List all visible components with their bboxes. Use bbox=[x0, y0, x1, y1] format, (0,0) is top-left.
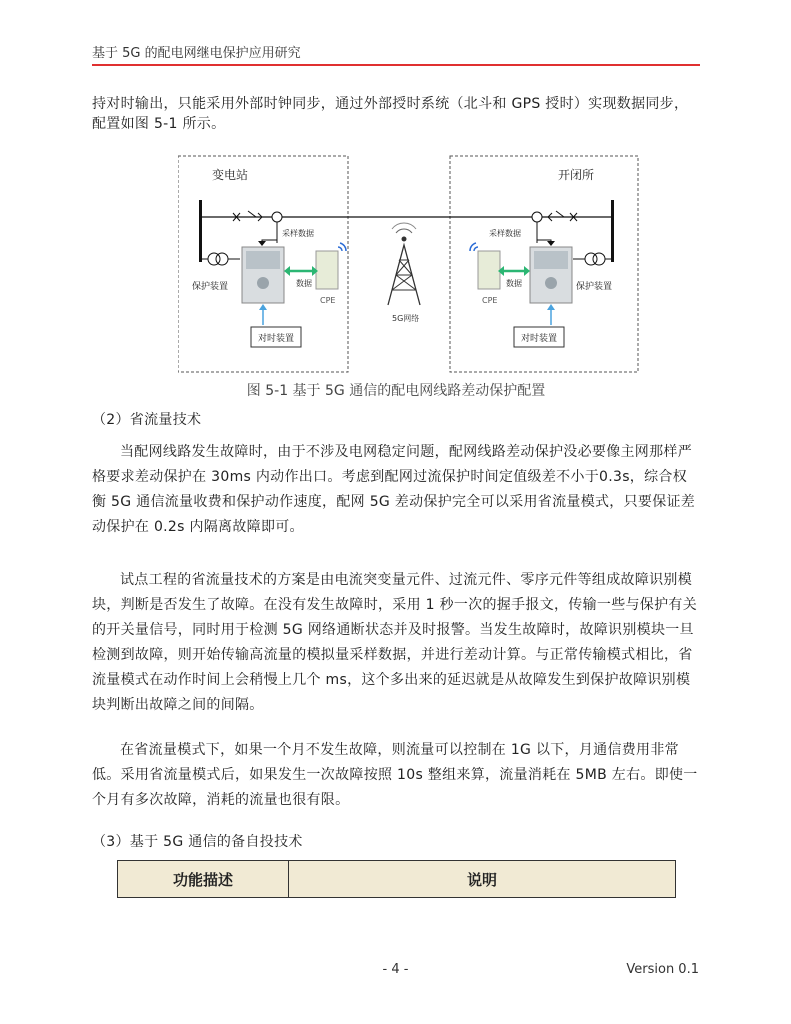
label-cpe-right: CPE bbox=[482, 296, 498, 305]
label-switching-station: 开闭所 bbox=[558, 168, 595, 182]
label-protection-left: 保护装置 bbox=[192, 282, 229, 292]
right-data-arrow-icon bbox=[498, 266, 530, 276]
page-number: - 4 - bbox=[382, 962, 409, 977]
label-data-right: 数据 bbox=[506, 279, 522, 288]
heading-backup-auto-switch: （3）基于 5G 通信的备自投技术 bbox=[92, 834, 303, 850]
paragraph-intro: 持对时输出，只能采用外部时钟同步，通过外部授时系统（北斗和 GPS 授时）实现数据同步，配置如图 5-1 所示。 bbox=[92, 96, 689, 132]
left-busbar bbox=[199, 200, 202, 262]
paragraph-traffic-saving-1: 当配网线路发生故障时，由于不涉及电网稳定问题，配网线路差动保护没必要像主网那样严格要求差动保护在 30ms 内动作出口。考虑到配网过流保护时间定值级差不小于0.3s，综合权衡 5G 通信流量收费和保护动作速度，配网 5G 差动保护完全可以采用省流量模式，只要保证差动保护在 0.2s 内隔离故障即可。 bbox=[92, 444, 696, 535]
right-timing-arrow-icon bbox=[547, 304, 555, 325]
heading-traffic-saving: （2）省流量技术 bbox=[92, 412, 202, 428]
left-protection-device-icon bbox=[242, 247, 284, 303]
label-5g-network: 5G网络 bbox=[392, 314, 420, 323]
label-timing-right: 对时装置 bbox=[521, 334, 558, 344]
figure-caption: 图 5-1 基于 5G 通信的配电网线路差动保护配置 bbox=[246, 383, 546, 399]
table-header-description: 说明 bbox=[466, 870, 497, 889]
label-timing-left: 对时装置 bbox=[258, 334, 295, 344]
right-cpe-icon bbox=[470, 243, 500, 289]
label-substation: 变电站 bbox=[212, 168, 249, 182]
paragraph-traffic-saving-2: 试点工程的省流量技术的方案是由电流突变量元件、过流元件、零序元件等组成故障识别模块，判断是否发生了故障。在没有发生故障时，采用 1 秒一次的握手报文，传输一些与保护有关的开关量信号，同时用于检测 5G 网络通断状态并及时报警。当发生故障时，故障识别模块一旦检测到故障，则开始传输高流量的模拟量采样数据，并进行差动计算。与正常传输模式相比，省流量模式在动作时间上会稍慢上几个 ms，这个多出来的延迟就是从故障发生到保护故障识别模块判断出故障之间的间隔。 bbox=[92, 572, 698, 713]
left-ct-icon bbox=[272, 212, 282, 222]
page-header-title: 基于 5G 的配电网继电保护应用研究 bbox=[92, 46, 301, 61]
5g-tower-icon bbox=[388, 223, 420, 305]
left-breaker-icon bbox=[233, 211, 262, 221]
paragraph-traffic-saving-3: 在省流量模式下，如果一个月不发生故障，则流量可以控制在 1G 以下，月通信费用非常低。采用省流量模式后，如果发生一次故障按照 10s 整组来算，流量消耗在 5MB 左右。即使一个月有多次故障，消耗的流量也很有限。 bbox=[92, 742, 698, 808]
label-protection-right: 保护装置 bbox=[576, 282, 613, 292]
version-label: Version 0.1 bbox=[626, 962, 699, 977]
right-protection-device-icon bbox=[530, 247, 572, 303]
label-data-left: 数据 bbox=[296, 279, 312, 288]
table-header-function: 功能描述 bbox=[118, 861, 289, 897]
left-transformer-icon bbox=[202, 253, 240, 265]
right-ct-icon bbox=[532, 212, 542, 222]
right-busbar bbox=[611, 200, 614, 262]
label-sampling-right: 采样数据 bbox=[489, 229, 521, 238]
right-breaker-icon bbox=[548, 211, 577, 221]
left-cpe-icon bbox=[316, 243, 346, 289]
left-timing-arrow-icon bbox=[259, 304, 267, 325]
header-divider bbox=[92, 64, 700, 66]
label-cpe-left: CPE bbox=[320, 296, 336, 305]
function-table-header bbox=[117, 860, 676, 898]
right-transformer-icon bbox=[573, 253, 611, 265]
diagram-figure bbox=[178, 155, 640, 373]
label-sampling-left: 采样数据 bbox=[282, 229, 314, 238]
left-data-arrow-icon bbox=[284, 266, 318, 276]
